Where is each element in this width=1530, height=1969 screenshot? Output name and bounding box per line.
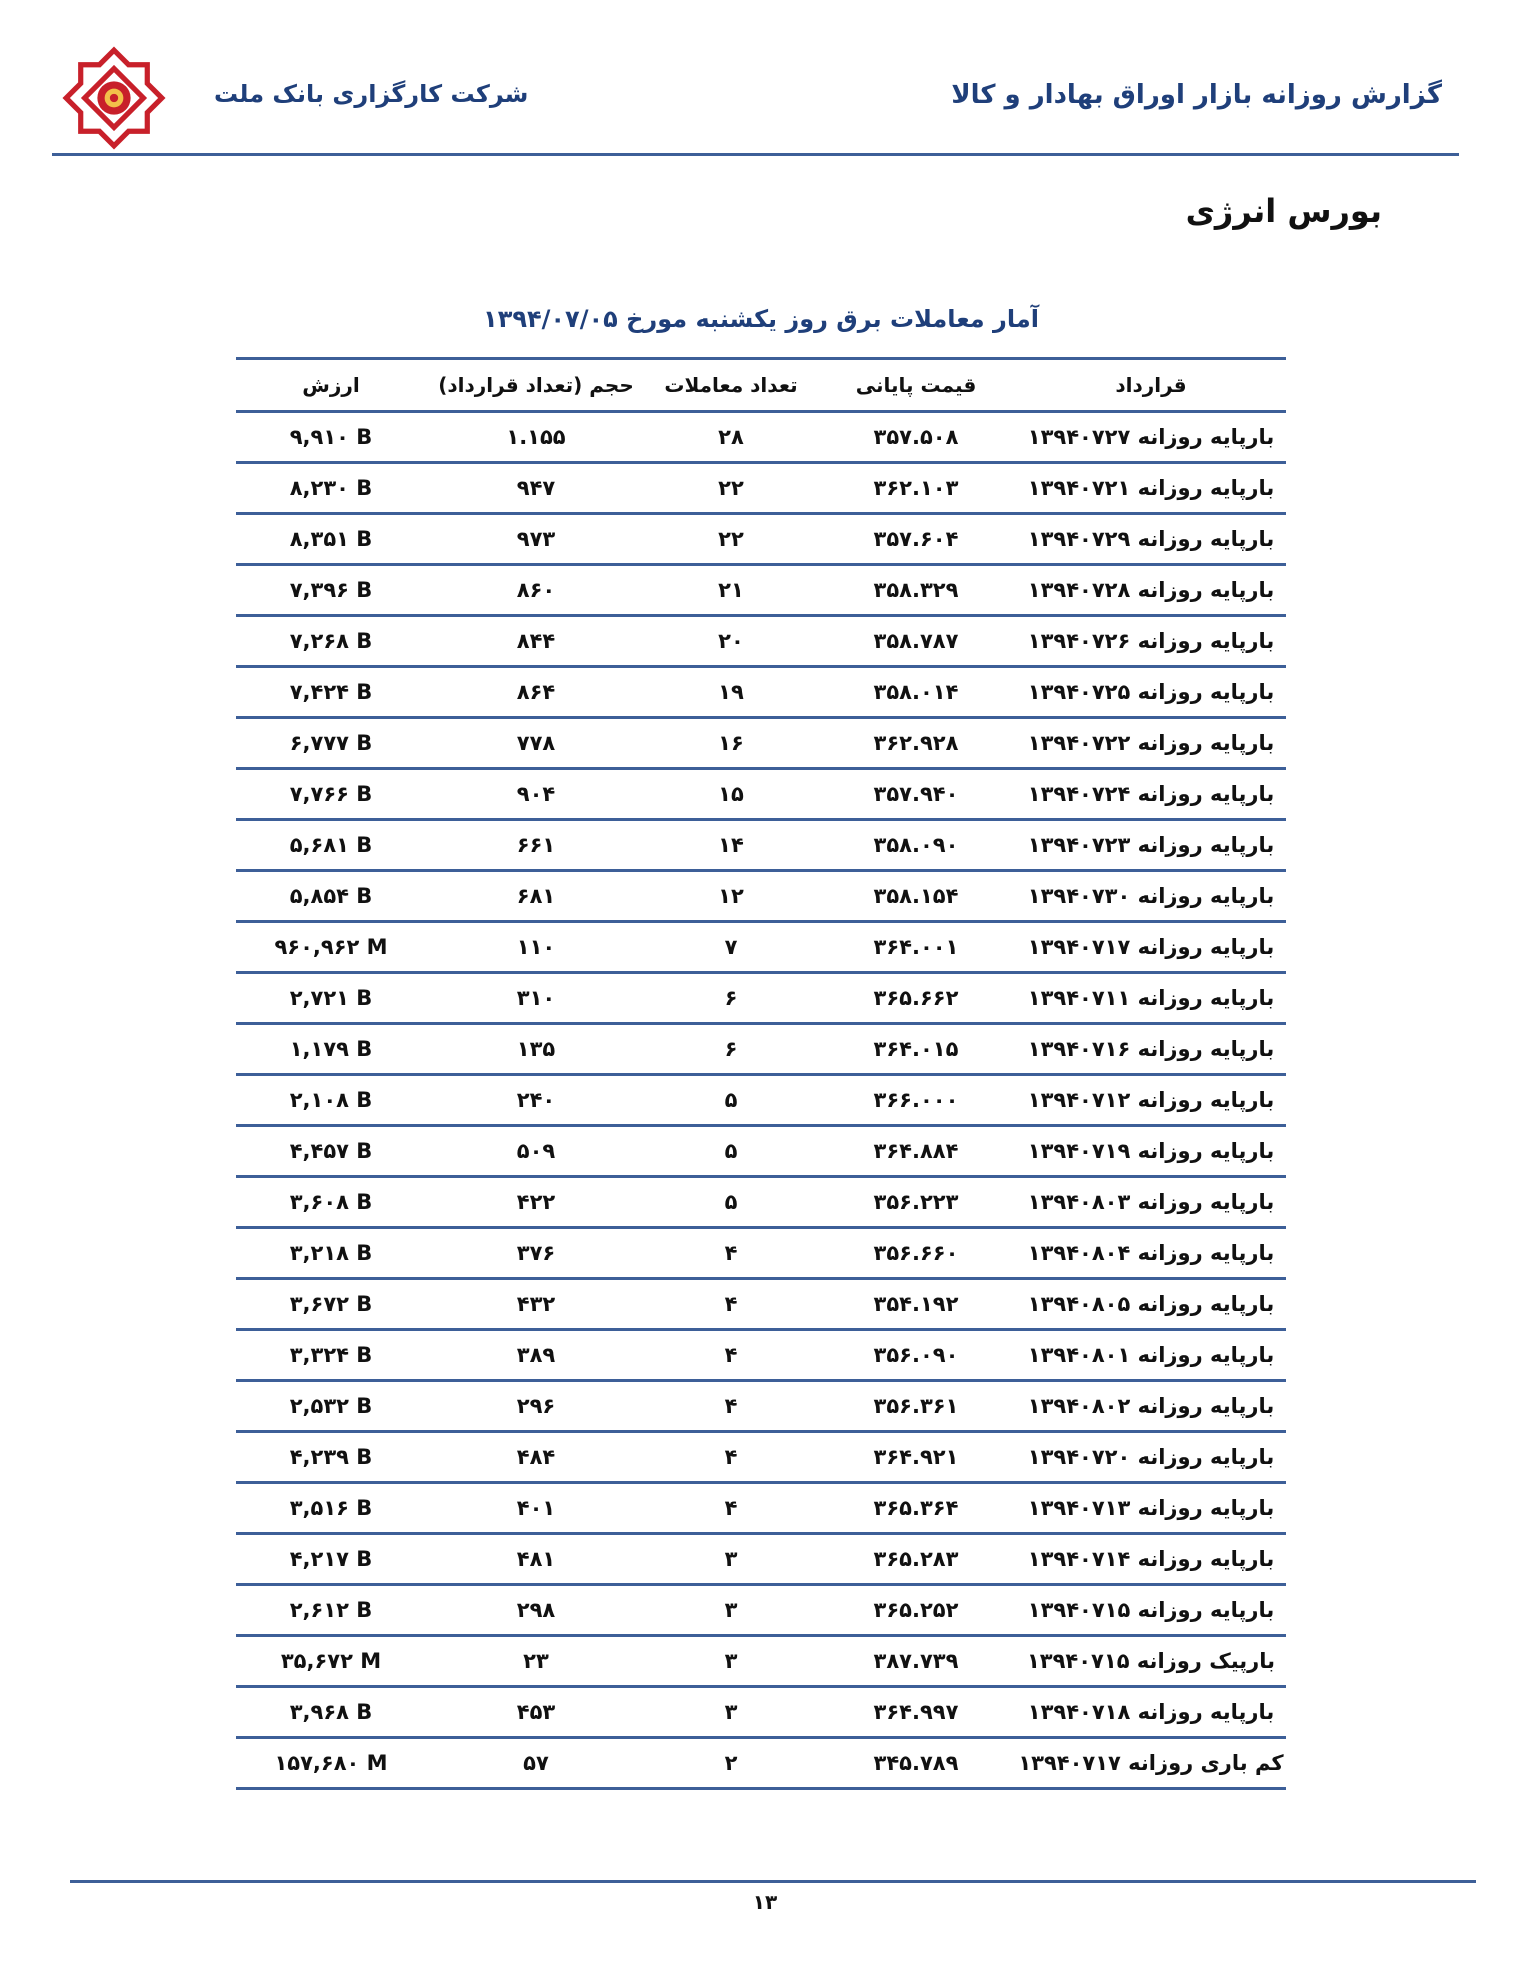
electricity-trades-table	[236, 357, 1286, 1790]
cell-final-price: ۳۵۸.۰۹۰	[816, 820, 1016, 871]
cell-final-price: ۳۶۴.۸۸۴	[816, 1126, 1016, 1177]
cell-contract: بارپایه روزانه ۱۳۹۴۰۷۲۲	[1016, 718, 1286, 769]
table-row	[236, 616, 1286, 667]
cell-contract: بارپایه روزانه ۱۳۹۴۰۷۱۳	[1016, 1483, 1286, 1534]
cell-final-price: ۳۵۸.۱۵۴	[816, 871, 1016, 922]
cell-trade-count: ۷	[646, 922, 816, 973]
cell-contract: بارپایه روزانه ۱۳۹۴۰۷۲۶	[1016, 616, 1286, 667]
cell-final-price: ۳۶۴.۰۱۵	[816, 1024, 1016, 1075]
cell-value: ۹,۹۱۰ B	[236, 412, 426, 463]
cell-final-price: ۳۴۵.۷۸۹	[816, 1738, 1016, 1789]
cell-trade-count: ۴	[646, 1228, 816, 1279]
cell-value: ۴,۴۵۷ B	[236, 1126, 426, 1177]
table-row	[236, 1738, 1286, 1789]
cell-trade-count: ۶	[646, 973, 816, 1024]
cell-trade-count: ۵	[646, 1075, 816, 1126]
cell-contract: بارپایه روزانه ۱۳۹۴۰۷۲۳	[1016, 820, 1286, 871]
cell-contract: کم باری روزانه ۱۳۹۴۰۷۱۷	[1016, 1738, 1286, 1789]
cell-trade-count: ۱۶	[646, 718, 816, 769]
cell-value: ۸,۲۳۰ B	[236, 463, 426, 514]
cell-volume: ۴۰۱	[426, 1483, 646, 1534]
table-row	[236, 922, 1286, 973]
cell-trade-count: ۶	[646, 1024, 816, 1075]
cell-value: ۲,۵۳۲ B	[236, 1381, 426, 1432]
cell-contract: بارپایه روزانه ۱۳۹۴۰۷۳۰	[1016, 871, 1286, 922]
table-row	[236, 1126, 1286, 1177]
cell-trade-count: ۵	[646, 1177, 816, 1228]
cell-contract: بارپایه روزانه ۱۳۹۴۰۷۱۶	[1016, 1024, 1286, 1075]
cell-trade-count: ۴	[646, 1483, 816, 1534]
cell-volume: ۱.۱۵۵	[426, 412, 646, 463]
cell-value: ۳,۶۰۸ B	[236, 1177, 426, 1228]
cell-contract: بارپایه روزانه ۱۳۹۴۰۷۲۷	[1016, 412, 1286, 463]
cell-trade-count: ۵	[646, 1126, 816, 1177]
cell-value: ۵,۸۵۴ B	[236, 871, 426, 922]
footer-divider	[70, 1880, 1476, 1883]
cell-final-price: ۳۵۴.۱۹۲	[816, 1279, 1016, 1330]
cell-value: ۷,۳۹۶ B	[236, 565, 426, 616]
cell-volume: ۱۱۰	[426, 922, 646, 973]
cell-volume: ۴۵۳	[426, 1687, 646, 1738]
cell-volume: ۲۹۸	[426, 1585, 646, 1636]
cell-contract: بارپایه روزانه ۱۳۹۴۰۷۲۰	[1016, 1432, 1286, 1483]
table-row	[236, 1687, 1286, 1738]
cell-contract: بارپایه روزانه ۱۳۹۴۰۷۲۹	[1016, 514, 1286, 565]
cell-value: ۶,۷۷۷ B	[236, 718, 426, 769]
cell-contract: بارپایه روزانه ۱۳۹۴۰۸۰۵	[1016, 1279, 1286, 1330]
table-row	[236, 412, 1286, 463]
cell-final-price: ۳۶۵.۳۶۴	[816, 1483, 1016, 1534]
company-name: شرکت کارگزاری بانک ملت	[214, 80, 529, 108]
cell-trade-count: ۳	[646, 1687, 816, 1738]
cell-final-price: ۳۵۶.۲۲۳	[816, 1177, 1016, 1228]
cell-trade-count: ۴	[646, 1330, 816, 1381]
table-row	[236, 871, 1286, 922]
cell-trade-count: ۳	[646, 1585, 816, 1636]
cell-contract: بارپایه روزانه ۱۳۹۴۰۷۱۵	[1016, 1585, 1286, 1636]
cell-volume: ۲۳	[426, 1636, 646, 1687]
cell-value: ۵,۶۸۱ B	[236, 820, 426, 871]
cell-volume: ۸۶۴	[426, 667, 646, 718]
cell-contract: بارپیک روزانه ۱۳۹۴۰۷۱۵	[1016, 1636, 1286, 1687]
cell-final-price: ۳۶۲.۹۲۸	[816, 718, 1016, 769]
cell-volume: ۴۸۱	[426, 1534, 646, 1585]
cell-volume: ۴۲۲	[426, 1177, 646, 1228]
table-row	[236, 1381, 1286, 1432]
table-row	[236, 1432, 1286, 1483]
table-row	[236, 667, 1286, 718]
cell-trade-count: ۲۱	[646, 565, 816, 616]
cell-value: ۳,۶۷۲ B	[236, 1279, 426, 1330]
table-row	[236, 1330, 1286, 1381]
cell-value: ۳,۲۱۸ B	[236, 1228, 426, 1279]
cell-contract: بارپایه روزانه ۱۳۹۴۰۷۲۸	[1016, 565, 1286, 616]
cell-final-price: ۳۵۷.۹۴۰	[816, 769, 1016, 820]
cell-volume: ۵۷	[426, 1738, 646, 1789]
cell-final-price: ۳۵۸.۰۱۴	[816, 667, 1016, 718]
column-header-contract: قرارداد	[1016, 359, 1286, 412]
cell-value: ۳۵,۶۷۲ M	[236, 1636, 426, 1687]
cell-contract: بارپایه روزانه ۱۳۹۴۰۷۱۷	[1016, 922, 1286, 973]
cell-final-price: ۳۵۶.۶۶۰	[816, 1228, 1016, 1279]
table-row	[236, 1177, 1286, 1228]
cell-value: ۳,۵۱۶ B	[236, 1483, 426, 1534]
cell-trade-count: ۲۲	[646, 514, 816, 565]
column-header-trade-count: تعداد معاملات	[646, 359, 816, 412]
cell-volume: ۹۰۴	[426, 769, 646, 820]
cell-final-price: ۳۶۴.۹۹۷	[816, 1687, 1016, 1738]
cell-volume: ۴۳۲	[426, 1279, 646, 1330]
cell-value: ۷,۲۶۸ B	[236, 616, 426, 667]
table-header-row	[236, 359, 1286, 412]
cell-value: ۲,۶۱۲ B	[236, 1585, 426, 1636]
cell-final-price: ۳۵۶.۳۶۱	[816, 1381, 1016, 1432]
table-row	[236, 1534, 1286, 1585]
cell-final-price: ۳۵۸.۳۲۹	[816, 565, 1016, 616]
cell-volume: ۳۷۶	[426, 1228, 646, 1279]
cell-value: ۱,۱۷۹ B	[236, 1024, 426, 1075]
cell-value: ۱۵۷,۶۸۰ M	[236, 1738, 426, 1789]
table-row	[236, 1483, 1286, 1534]
cell-volume: ۷۷۸	[426, 718, 646, 769]
cell-volume: ۲۴۰	[426, 1075, 646, 1126]
cell-final-price: ۳۶۵.۲۸۳	[816, 1534, 1016, 1585]
cell-volume: ۶۸۱	[426, 871, 646, 922]
cell-final-price: ۳۶۵.۶۶۲	[816, 973, 1016, 1024]
cell-trade-count: ۳	[646, 1636, 816, 1687]
cell-final-price: ۳۸۷.۷۳۹	[816, 1636, 1016, 1687]
cell-trade-count: ۲۰	[646, 616, 816, 667]
table-row	[236, 973, 1286, 1024]
cell-final-price: ۳۵۶.۰۹۰	[816, 1330, 1016, 1381]
table-row	[236, 1585, 1286, 1636]
table-body	[236, 412, 1286, 1789]
cell-final-price: ۳۶۵.۲۵۲	[816, 1585, 1016, 1636]
table-row	[236, 463, 1286, 514]
cell-contract: بارپایه روزانه ۱۳۹۴۰۷۲۴	[1016, 769, 1286, 820]
cell-volume: ۳۱۰	[426, 973, 646, 1024]
cell-volume: ۹۷۳	[426, 514, 646, 565]
cell-final-price: ۳۵۸.۷۸۷	[816, 616, 1016, 667]
cell-volume: ۹۴۷	[426, 463, 646, 514]
cell-trade-count: ۲۸	[646, 412, 816, 463]
table-row	[236, 1636, 1286, 1687]
table-caption: آمار معاملات برق روز یکشنبه مورخ ۱۳۹۴/۰۷/۰۵	[483, 305, 1039, 333]
cell-value: ۴,۲۱۷ B	[236, 1534, 426, 1585]
cell-final-price: ۳۶۲.۱۰۳	[816, 463, 1016, 514]
cell-trade-count: ۴	[646, 1381, 816, 1432]
cell-contract: بارپایه روزانه ۱۳۹۴۰۷۲۱	[1016, 463, 1286, 514]
cell-trade-count: ۲	[646, 1738, 816, 1789]
cell-value: ۳,۹۶۸ B	[236, 1687, 426, 1738]
cell-final-price: ۳۶۴.۹۲۱	[816, 1432, 1016, 1483]
cell-volume: ۲۹۶	[426, 1381, 646, 1432]
cell-final-price: ۳۵۷.۶۰۴	[816, 514, 1016, 565]
cell-contract: بارپایه روزانه ۱۳۹۴۰۷۱۴	[1016, 1534, 1286, 1585]
cell-trade-count: ۱۵	[646, 769, 816, 820]
table-row	[236, 1279, 1286, 1330]
table-row	[236, 565, 1286, 616]
cell-value: ۴,۲۳۹ B	[236, 1432, 426, 1483]
cell-volume: ۶۶۱	[426, 820, 646, 871]
cell-volume: ۳۸۹	[426, 1330, 646, 1381]
cell-value: ۷,۷۶۶ B	[236, 769, 426, 820]
cell-volume: ۸۶۰	[426, 565, 646, 616]
column-header-volume: حجم (تعداد قرارداد)	[426, 359, 646, 412]
cell-trade-count: ۱۹	[646, 667, 816, 718]
table-row	[236, 1024, 1286, 1075]
bank-mellat-logo-icon	[62, 46, 166, 150]
cell-contract: بارپایه روزانه ۱۳۹۴۰۸۰۳	[1016, 1177, 1286, 1228]
cell-contract: بارپایه روزانه ۱۳۹۴۰۸۰۴	[1016, 1228, 1286, 1279]
cell-trade-count: ۳	[646, 1534, 816, 1585]
column-header-final-price: قیمت پایانی	[816, 359, 1016, 412]
cell-value: ۷,۴۲۴ B	[236, 667, 426, 718]
cell-contract: بارپایه روزانه ۱۳۹۴۰۸۰۱	[1016, 1330, 1286, 1381]
table-row	[236, 1075, 1286, 1126]
column-header-value: ارزش	[236, 359, 426, 412]
cell-trade-count: ۴	[646, 1432, 816, 1483]
cell-volume: ۵۰۹	[426, 1126, 646, 1177]
cell-value: ۲,۷۲۱ B	[236, 973, 426, 1024]
page-number: ۱۳	[752, 1890, 778, 1914]
cell-volume: ۱۳۵	[426, 1024, 646, 1075]
cell-final-price: ۳۶۶.۰۰۰	[816, 1075, 1016, 1126]
cell-contract: بارپایه روزانه ۱۳۹۴۰۷۱۹	[1016, 1126, 1286, 1177]
report-title: گزارش روزانه بازار اوراق بهادار و کالا	[951, 80, 1442, 110]
section-title: بورس انرژی	[1185, 192, 1382, 230]
cell-contract: بارپایه روزانه ۱۳۹۴۰۷۱۸	[1016, 1687, 1286, 1738]
cell-contract: بارپایه روزانه ۱۳۹۴۰۷۲۵	[1016, 667, 1286, 718]
cell-contract: بارپایه روزانه ۱۳۹۴۰۷۱۱	[1016, 973, 1286, 1024]
cell-trade-count: ۱۲	[646, 871, 816, 922]
table-row	[236, 1228, 1286, 1279]
table-row	[236, 718, 1286, 769]
cell-trade-count: ۱۴	[646, 820, 816, 871]
cell-trade-count: ۲۲	[646, 463, 816, 514]
table-row	[236, 514, 1286, 565]
cell-final-price: ۳۶۴.۰۰۱	[816, 922, 1016, 973]
header-divider	[52, 153, 1459, 156]
cell-value: ۲,۱۰۸ B	[236, 1075, 426, 1126]
cell-trade-count: ۴	[646, 1279, 816, 1330]
cell-volume: ۴۸۴	[426, 1432, 646, 1483]
cell-value: ۸,۳۵۱ B	[236, 514, 426, 565]
cell-volume: ۸۴۴	[426, 616, 646, 667]
table-row	[236, 820, 1286, 871]
table-row	[236, 769, 1286, 820]
cell-value: ۹۶۰,۹۶۲ M	[236, 922, 426, 973]
cell-value: ۳,۳۲۴ B	[236, 1330, 426, 1381]
cell-contract: بارپایه روزانه ۱۳۹۴۰۷۱۲	[1016, 1075, 1286, 1126]
cell-final-price: ۳۵۷.۵۰۸	[816, 412, 1016, 463]
cell-contract: بارپایه روزانه ۱۳۹۴۰۸۰۲	[1016, 1381, 1286, 1432]
